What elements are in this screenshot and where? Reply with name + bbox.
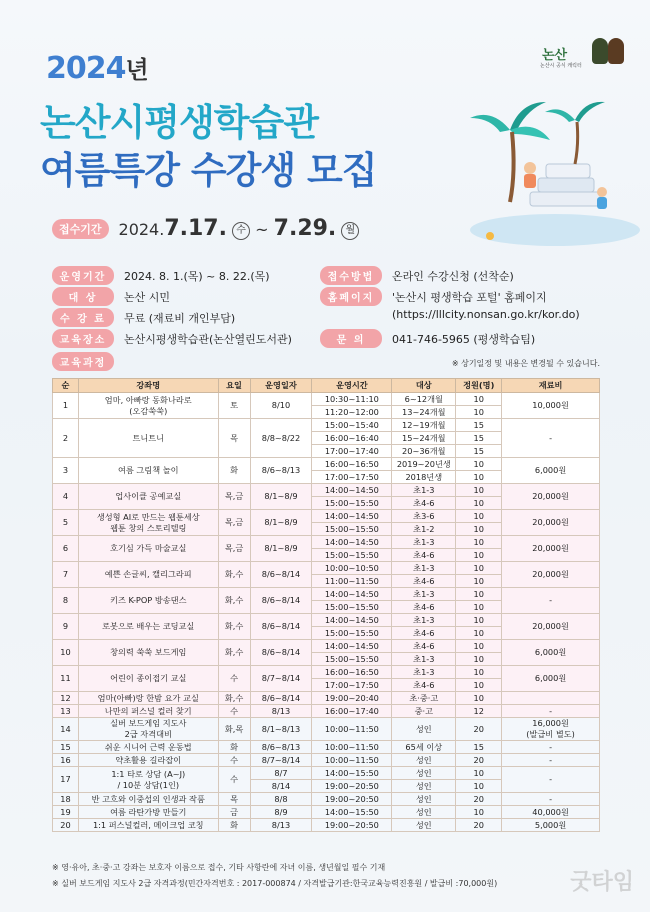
contact-label: 문 의: [320, 329, 382, 348]
cell-no: 8: [53, 588, 79, 614]
cell-no: 2: [53, 419, 79, 458]
cell-capacity: 20: [456, 754, 502, 767]
cell-date: 8/14: [250, 780, 312, 793]
cell-fee: 20,000원: [502, 484, 600, 510]
footnote-1: ※ 영·유아, 초·중·고 강좌는 보호자 이름으로 접수, 기타 사항란에 자녀 이름, 생년월일 필수 기재: [52, 863, 386, 872]
cell-target: 성인: [392, 780, 456, 793]
cell-date: 8/1~8/13: [250, 718, 312, 741]
cell-time: 14:00~15:50: [312, 806, 392, 819]
cell-target: 2018년생: [392, 471, 456, 484]
cell-capacity: 10: [456, 780, 502, 793]
col-header: 순: [53, 379, 79, 393]
cell-fee: 6,000원: [502, 640, 600, 666]
info-run-period: [52, 266, 270, 285]
cell-no: 5: [53, 510, 79, 536]
cell-date: 8/6~8/13: [250, 741, 312, 754]
period-start: 7.17.: [164, 216, 227, 241]
cell-time: 10:00~11:50: [312, 741, 392, 754]
cell-target: 초4-6: [392, 679, 456, 692]
cell-course-name: 예쁜 손글씨, 캘리그라피: [78, 562, 218, 588]
homepage-label: 홈페이지: [320, 287, 382, 306]
footnote-2: ※ 실버 보드게임 지도사 2급 자격과정(민간자격번호 : 2017-000874 / 자격발급기관:한국교육능력진흥원 / 발급비 :70,000원): [52, 879, 498, 888]
course-table: [52, 378, 600, 832]
cell-time: 19:00~20:50: [312, 819, 392, 832]
table-row: [53, 484, 600, 497]
cell-date: 8/6~8/14: [250, 562, 312, 588]
cell-target: 초4-6: [392, 575, 456, 588]
cell-day: 수: [218, 754, 250, 767]
cell-target: 초4-6: [392, 497, 456, 510]
cell-capacity: 15: [456, 741, 502, 754]
info-contact: [320, 329, 535, 348]
cell-no: 9: [53, 614, 79, 640]
cell-capacity: 10: [456, 549, 502, 562]
cell-fee: 20,000원: [502, 614, 600, 640]
cell-target: 초4-6: [392, 627, 456, 640]
cell-target: 성인: [392, 718, 456, 741]
table-row: [53, 458, 600, 471]
table-row: [53, 692, 600, 705]
cell-time: 19:00~20:40: [312, 692, 392, 705]
cell-time: 11:20~12:00: [312, 406, 392, 419]
period-text: [119, 216, 360, 241]
info-course: [52, 352, 124, 371]
cell-day: 화,수: [218, 562, 250, 588]
cell-day: 수: [218, 767, 250, 793]
cell-course-name: 약초활용 길라잡이: [78, 754, 218, 767]
cell-course-name: 1:1 타로 상담 (A~J) / 10분 상담(1인): [78, 767, 218, 793]
fee-value: 무료 (재료비 개인부담): [124, 311, 236, 325]
info-place: [52, 329, 292, 348]
cell-fee: -: [502, 741, 600, 754]
cell-time: 16:00~16:40: [312, 432, 392, 445]
cell-day: 화,수: [218, 588, 250, 614]
table-row: [53, 510, 600, 523]
target-label: 대 상: [52, 287, 114, 306]
cell-no: 11: [53, 666, 79, 692]
cell-date: 8/6~8/13: [250, 458, 312, 484]
cell-day: 화,수: [218, 614, 250, 640]
cell-capacity: 20: [456, 793, 502, 806]
period-prefix: 2024.: [118, 220, 165, 239]
cell-capacity: 10: [456, 666, 502, 679]
cell-day: 목: [218, 793, 250, 806]
cell-target: 2019~20년생: [392, 458, 456, 471]
cell-day: 목,금: [218, 536, 250, 562]
cell-capacity: 10: [456, 653, 502, 666]
cell-time: 10:00~10:50: [312, 562, 392, 575]
cell-target: 12~19개월: [392, 419, 456, 432]
cell-no: 7: [53, 562, 79, 588]
cell-date: 8/7~8/14: [250, 666, 312, 692]
cell-target: 초3-6: [392, 510, 456, 523]
cell-course-name: 반 고흐와 이중섭의 인생과 작품: [78, 793, 218, 806]
col-header: 강좌명: [78, 379, 218, 393]
cell-date: 8/1~8/9: [250, 510, 312, 536]
period-end: 7.29.: [273, 216, 337, 241]
cell-course-name: 호기심 가득 마술교실: [78, 536, 218, 562]
cell-time: 15:00~15:50: [312, 549, 392, 562]
cell-date: 8/7: [250, 767, 312, 780]
cell-target: 초1-3: [392, 588, 456, 601]
period-end-day: 월: [341, 222, 359, 240]
cell-course-name: 로봇으로 배우는 코딩교실: [78, 614, 218, 640]
cell-day: 화: [218, 741, 250, 754]
cell-date: 8/6~8/14: [250, 692, 312, 705]
table-row: [53, 718, 600, 741]
cell-course-name: 키즈 K-POP 방송댄스: [78, 588, 218, 614]
logo-subtext: 논산시 공식 캐릭터: [540, 63, 582, 69]
cell-target: 초1-3: [392, 653, 456, 666]
application-period: [52, 216, 359, 241]
cell-target: 성인: [392, 767, 456, 780]
cell-capacity: 15: [456, 445, 502, 458]
cell-target: 65세 이상: [392, 741, 456, 754]
method-label: 접수방법: [320, 266, 382, 285]
cell-capacity: 10: [456, 536, 502, 549]
cell-date: 8/13: [250, 705, 312, 718]
cell-capacity: 10: [456, 575, 502, 588]
table-header-row: [53, 379, 600, 393]
cell-date: 8/10: [250, 393, 312, 419]
cell-target: 초4-6: [392, 549, 456, 562]
cell-day: 화,수: [218, 692, 250, 705]
cell-time: 19:00~20:50: [312, 793, 392, 806]
cell-target: 초1-2: [392, 523, 456, 536]
cell-no: 6: [53, 536, 79, 562]
cell-fee: 16,000원 (발급비 별도): [502, 718, 600, 741]
cell-course-name: 창의력 쑥쑥 보드게임: [78, 640, 218, 666]
cell-time: 19:00~20:50: [312, 780, 392, 793]
cell-target: 13~24개월: [392, 406, 456, 419]
info-homepage: [320, 287, 547, 306]
cell-capacity: 10: [456, 484, 502, 497]
cell-course-name: 나만의 퍼스널 컬러 찾기: [78, 705, 218, 718]
cell-date: 8/13: [250, 819, 312, 832]
table-row: [53, 614, 600, 627]
cell-fee: 40,000원: [502, 806, 600, 819]
cell-time: 10:30~11:10: [312, 393, 392, 406]
contact-value: 041-746-5965 (평생학습팀): [392, 332, 536, 346]
cell-capacity: 10: [456, 614, 502, 627]
homepage-url[interactable]: (https://lllcity.nonsan.go.kr/kor.do): [392, 308, 580, 321]
info-fee: [52, 308, 235, 327]
table-row: [53, 705, 600, 718]
course-label: 교육과정: [52, 352, 114, 371]
cell-fee: 20,000원: [502, 562, 600, 588]
cell-time: 10:00~11:50: [312, 754, 392, 767]
table-row: [53, 767, 600, 780]
cell-no: 16: [53, 754, 79, 767]
cell-date: 8/7~8/14: [250, 754, 312, 767]
cell-capacity: 15: [456, 419, 502, 432]
cell-date: 8/1~8/9: [250, 484, 312, 510]
cell-time: 17:00~17:50: [312, 679, 392, 692]
cell-time: 14:00~14:50: [312, 640, 392, 653]
info-target: [52, 287, 170, 306]
cell-no: 18: [53, 793, 79, 806]
col-header: 요일: [218, 379, 250, 393]
mascot-figure-icon: [608, 38, 624, 64]
cell-target: 성인: [392, 754, 456, 767]
cell-no: 13: [53, 705, 79, 718]
info-method: [320, 266, 514, 285]
cell-course-name: 엄마(아빠)랑 한밤 요가 교실: [78, 692, 218, 705]
cell-time: 15:00~15:50: [312, 497, 392, 510]
cell-time: 10:00~11:50: [312, 718, 392, 741]
cell-no: 14: [53, 718, 79, 741]
cell-capacity: 10: [456, 640, 502, 653]
cell-capacity: 15: [456, 432, 502, 445]
cell-day: 목,금: [218, 510, 250, 536]
run-period-value: 2024. 8. 1.(목) ~ 8. 22.(목): [124, 269, 270, 283]
cell-day: 금: [218, 806, 250, 819]
cell-time: 15:00~15:50: [312, 601, 392, 614]
cell-capacity: 10: [456, 627, 502, 640]
table-row: [53, 819, 600, 832]
place-value: 논산시평생학습관(논산열린도서관): [124, 332, 292, 346]
cell-date: 8/6~8/14: [250, 588, 312, 614]
cell-target: 20~36개월: [392, 445, 456, 458]
cell-time: 14:00~14:50: [312, 588, 392, 601]
col-header: 정원(명): [456, 379, 502, 393]
cell-fee: -: [502, 705, 600, 718]
table-row: [53, 806, 600, 819]
cell-course-name: 엄마, 아빠랑 동화나라로 (오감쑥쑥): [78, 393, 218, 419]
cell-course-name: 어린이 종이접기 교실: [78, 666, 218, 692]
logo-text: 논산: [542, 48, 568, 63]
cell-course-name: 실버 보드게임 지도사 2급 자격대비: [78, 718, 218, 741]
cell-fee: -: [502, 754, 600, 767]
cell-time: 16:00~16:50: [312, 666, 392, 679]
table-row: [53, 419, 600, 432]
cell-capacity: 20: [456, 819, 502, 832]
cell-course-name: 1:1 퍼스널컬러, 메이크업 코칭: [78, 819, 218, 832]
cell-capacity: 10: [456, 679, 502, 692]
cell-date: 8/6~8/14: [250, 614, 312, 640]
table-row: [53, 536, 600, 549]
cell-course-name: 여름 그림책 놀이: [78, 458, 218, 484]
col-header: 운영시간: [312, 379, 392, 393]
table-row: [53, 793, 600, 806]
cell-capacity: 10: [456, 806, 502, 819]
cell-capacity: 10: [456, 692, 502, 705]
cell-date: 8/9: [250, 806, 312, 819]
cell-day: 수: [218, 705, 250, 718]
table-row: [53, 640, 600, 653]
cell-capacity: 20: [456, 718, 502, 741]
cell-target: 성인: [392, 806, 456, 819]
cell-fee: 20,000원: [502, 510, 600, 536]
cell-course-name: 여름 라탄가방 만들기: [78, 806, 218, 819]
period-start-day: 수: [232, 222, 250, 240]
cell-capacity: 10: [456, 406, 502, 419]
cell-target: 초1-3: [392, 484, 456, 497]
cell-time: 16:00~16:50: [312, 458, 392, 471]
change-notice: ※ 상기일정 및 내용은 변경될 수 있습니다.: [451, 359, 600, 368]
cell-capacity: 10: [456, 458, 502, 471]
col-header: 재료비: [502, 379, 600, 393]
table-row: [53, 393, 600, 406]
cell-capacity: 10: [456, 601, 502, 614]
cell-time: 14:00~14:50: [312, 484, 392, 497]
info-homepage-url[interactable]: [392, 308, 580, 321]
watermark: 굿타임: [570, 870, 634, 895]
cell-no: 12: [53, 692, 79, 705]
cell-time: 14:00~15:50: [312, 767, 392, 780]
cell-capacity: 10: [456, 471, 502, 484]
year-suffix: 년: [125, 56, 148, 84]
title-line-1: 논산시평생학습관: [40, 101, 318, 144]
col-header: 대상: [392, 379, 456, 393]
cell-date: 8/1~8/9: [250, 536, 312, 562]
cell-day: 목,금: [218, 484, 250, 510]
cell-course-name: 생성형 AI로 만드는 웹툰세상 웹툰 창의 스토리텔링: [78, 510, 218, 536]
cell-time: 11:00~11:50: [312, 575, 392, 588]
summer-island-illustration: [460, 80, 640, 250]
cell-day: 목: [218, 419, 250, 458]
cell-day: 화: [218, 458, 250, 484]
run-period-label: 운영기간: [52, 266, 114, 285]
cell-no: 17: [53, 767, 79, 793]
mascot-figure-icon: [592, 38, 608, 64]
period-separator: ~: [255, 220, 269, 239]
cell-day: 수: [218, 666, 250, 692]
cell-target: 초1-3: [392, 562, 456, 575]
cell-date: 8/8~8/22: [250, 419, 312, 458]
cell-course-name: 쉬운 시니어 근력 운동법: [78, 741, 218, 754]
cell-fee: 20,000원: [502, 536, 600, 562]
cell-no: 15: [53, 741, 79, 754]
cell-target: 초4-6: [392, 640, 456, 653]
homepage-value: '논산시 평생학습 포털' 홈페이지: [392, 290, 547, 304]
cell-time: 15:00~15:50: [312, 523, 392, 536]
fee-label: 수 강 료: [52, 308, 114, 327]
cell-day: 토: [218, 393, 250, 419]
cell-no: 1: [53, 393, 79, 419]
cell-time: 14:00~14:50: [312, 536, 392, 549]
table-row: [53, 562, 600, 575]
cell-fee: -: [502, 588, 600, 614]
cell-date: 8/6~8/14: [250, 640, 312, 666]
cell-fee: -: [502, 793, 600, 806]
cell-course-name: 업사이클 공예교실: [78, 484, 218, 510]
cell-day: 화,목: [218, 718, 250, 741]
cell-time: 14:00~14:50: [312, 510, 392, 523]
table-row: [53, 754, 600, 767]
cell-capacity: 10: [456, 510, 502, 523]
cell-capacity: 10: [456, 767, 502, 780]
method-value: 온라인 수강신청 (선착순): [392, 269, 514, 283]
cell-no: 3: [53, 458, 79, 484]
title-line-2: 여름특강 수강생 모집: [40, 149, 377, 192]
table-row: [53, 588, 600, 601]
cell-fee: 6,000원: [502, 458, 600, 484]
cell-no: 10: [53, 640, 79, 666]
place-label: 교육장소: [52, 329, 114, 348]
cell-no: 4: [53, 484, 79, 510]
cell-target: 중·고: [392, 705, 456, 718]
cell-time: 17:00~17:40: [312, 445, 392, 458]
cell-fee: 5,000원: [502, 819, 600, 832]
cell-target: 6~12개월: [392, 393, 456, 406]
table-row: [53, 741, 600, 754]
city-logo: [536, 36, 628, 72]
cell-fee: 6,000원: [502, 666, 600, 692]
cell-target: 초1-3: [392, 536, 456, 549]
cell-capacity: 10: [456, 588, 502, 601]
cell-day: 화: [218, 819, 250, 832]
cell-target: 초1-3: [392, 666, 456, 679]
cell-course-name: 트니트니: [78, 419, 218, 458]
cell-capacity: 10: [456, 497, 502, 510]
cell-time: 16:00~17:40: [312, 705, 392, 718]
cell-no: 19: [53, 806, 79, 819]
cell-time: 17:00~17:50: [312, 471, 392, 484]
cell-capacity: 10: [456, 562, 502, 575]
cell-date: 8/8: [250, 793, 312, 806]
cell-capacity: 10: [456, 523, 502, 536]
cell-target: 초1-3: [392, 614, 456, 627]
cell-time: 15:00~15:50: [312, 627, 392, 640]
cell-target: 초·중·고: [392, 692, 456, 705]
cell-target: 성인: [392, 793, 456, 806]
cell-target: 초4-6: [392, 601, 456, 614]
cell-fee: -: [502, 767, 600, 793]
cell-fee: [502, 692, 600, 705]
target-value: 논산 시민: [124, 290, 171, 304]
cell-no: 20: [53, 819, 79, 832]
cell-time: 14:00~14:50: [312, 614, 392, 627]
cell-fee: -: [502, 419, 600, 458]
cell-time: 15:00~15:40: [312, 419, 392, 432]
table-row: [53, 666, 600, 679]
cell-time: 15:00~15:50: [312, 653, 392, 666]
cell-day: 화,수: [218, 640, 250, 666]
cell-fee: 10,000원: [502, 393, 600, 419]
col-header: 운영일자: [250, 379, 312, 393]
year-heading: [46, 50, 148, 86]
cell-target: 15~24개월: [392, 432, 456, 445]
year: 2024: [46, 51, 126, 86]
cell-target: 성인: [392, 819, 456, 832]
period-label: 접수기간: [52, 219, 109, 239]
cell-capacity: 12: [456, 705, 502, 718]
cell-capacity: 10: [456, 393, 502, 406]
